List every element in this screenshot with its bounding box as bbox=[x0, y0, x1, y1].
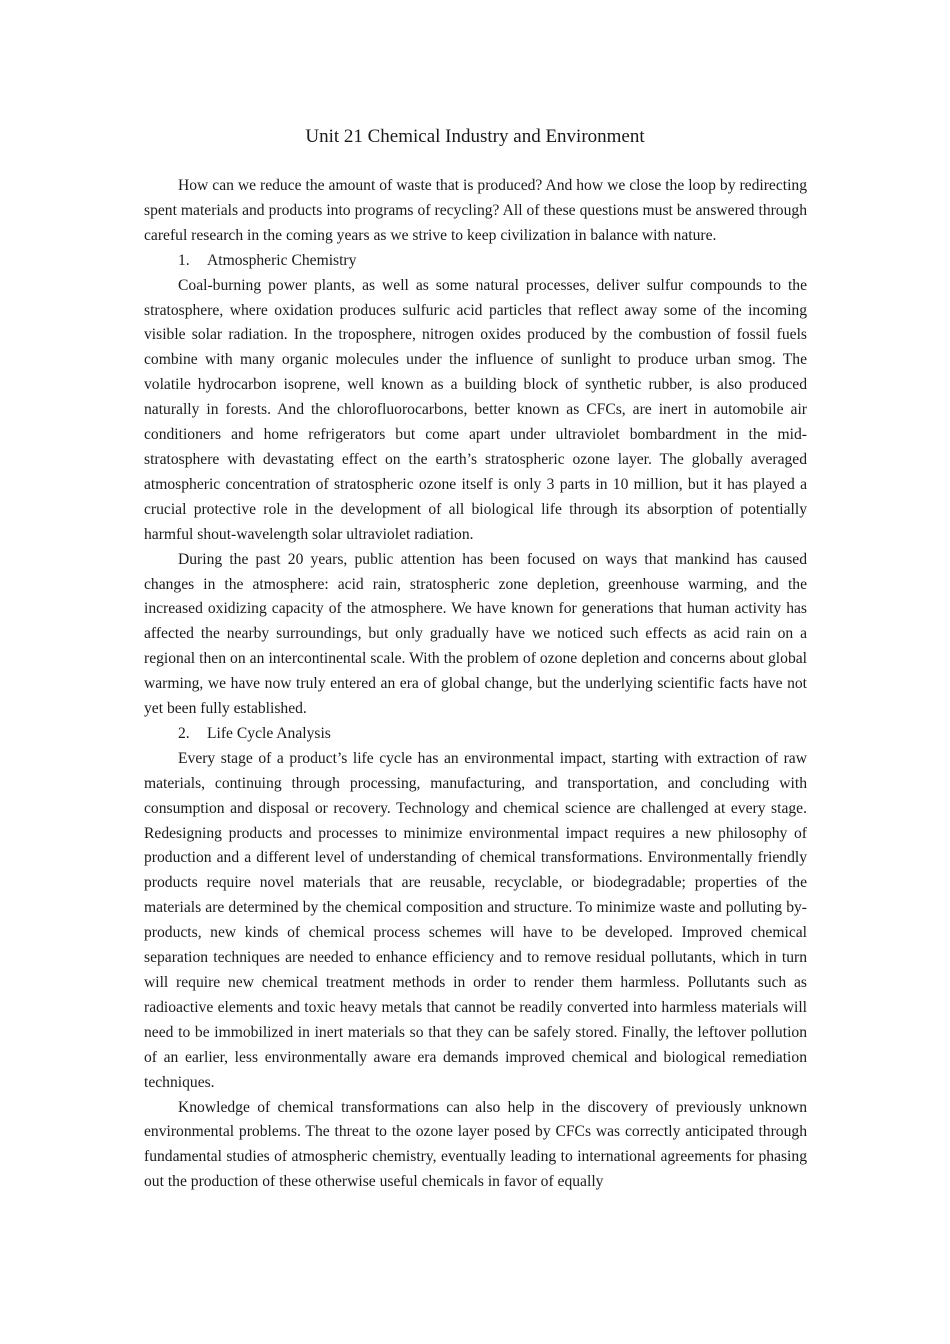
section-heading-atmospheric-chemistry bbox=[144, 249, 807, 274]
section-title: Life Cycle Analysis bbox=[207, 724, 331, 742]
section-number: 2. bbox=[178, 724, 190, 742]
section-number: 1. bbox=[178, 251, 190, 269]
section-title: Atmospheric Chemistry bbox=[207, 251, 357, 269]
paragraph: Every stage of a product’s life cycle has an environmental impact, starting with extraction of raw materials, continuing through processing, manufacturing, and transportation, and concluding with consumption and disposal or recovery. Technology and chemical science are challenged at every stage. Redesigning products and processes to minimize environmental impact requires a new philosophy of production and a different level of understanding of chemical transformations. Environmentally friendly products require novel materials that are reusable, recyclable, or biodegradable; properties of the materials are determined by the chemical composition and structure. To minimize waste and polluting by-products, new kinds of chemical process schemes will have to be developed. Improved chemical separation techniques are needed to enhance efficiency and to remove residual pollutants, which in turn will require new chemical treatment methods in order to render them harmless. Pollutants such as radioactive elements and toxic heavy metals that cannot be readily converted into harmless materials will need to be immobilized in inert materials so that they can be safely stored. Finally, the leftover pollution of an earlier, less environmentally aware era demands improved chemical and biological remediation techniques. bbox=[144, 749, 807, 1091]
paragraph: Knowledge of chemical transformations can also help in the discovery of previously unknown environmental problems. The threat to the ozone layer posed by CFCs was correctly anticipated through fundamental studies of atmospheric chemistry, eventually leading to international agreements for phasing out the production of these otherwise useful chemicals in favor of equally bbox=[144, 1098, 807, 1191]
paragraph: During the past 20 years, public attention has been focused on ways that mankind has caused changes in the atmosphere: acid rain, stratospheric zone depletion, greenhouse warming, and the increased oxidizing capacity of the atmosphere. We have known for generations that human activity has affected the nearby surroundings, but only gradually have we noticed such effects as acid rain on a regional then on an intercontinental scale. With the problem of ozone depletion and concerns about global warming, we have now truly entered an era of global change, but the underlying scientific facts have not yet been fully established. bbox=[144, 550, 807, 718]
document-body bbox=[144, 174, 807, 1195]
section-heading-life-cycle-analysis bbox=[144, 722, 807, 747]
paragraph: Coal-burning power plants, as well as some natural processes, deliver sulfur compounds to the stratosphere, where oxidation produces sulfuric acid particles that reflect away some of the incoming visible solar radiation. In the troposphere, nitrogen oxides produced by the combustion of fossil fuels combine with many organic molecules under the influence of sunlight to produce urban smog. The volatile hydrocarbon isoprene, well known as a building block of synthetic rubber, is also produced naturally in forests. And the chlorofluorocarbons, better known as CFCs, are inert in automobile air conditioners and home refrigerators but come apart under ultraviolet bombardment in the mid-stratosphere with devastating effect on the earth’s stratospheric ozone layer. The globally averaged atmospheric concentration of stratospheric ozone itself is only 3 parts in 10 million, but it has played a crucial protective role in the development of all biological life through its absorption of potentially harmful shout-wavelength solar ultraviolet radiation. bbox=[144, 276, 807, 543]
document-title: Unit 21 Chemical Industry and Environment bbox=[305, 126, 645, 147]
intro-paragraph: How can we reduce the amount of waste that is produced? And how we close the loop by redirecting spent materials and products into programs of recycling? All of these questions must be answered through careful research in the coming years as we strive to keep civilization in balance with nature. bbox=[144, 177, 807, 244]
